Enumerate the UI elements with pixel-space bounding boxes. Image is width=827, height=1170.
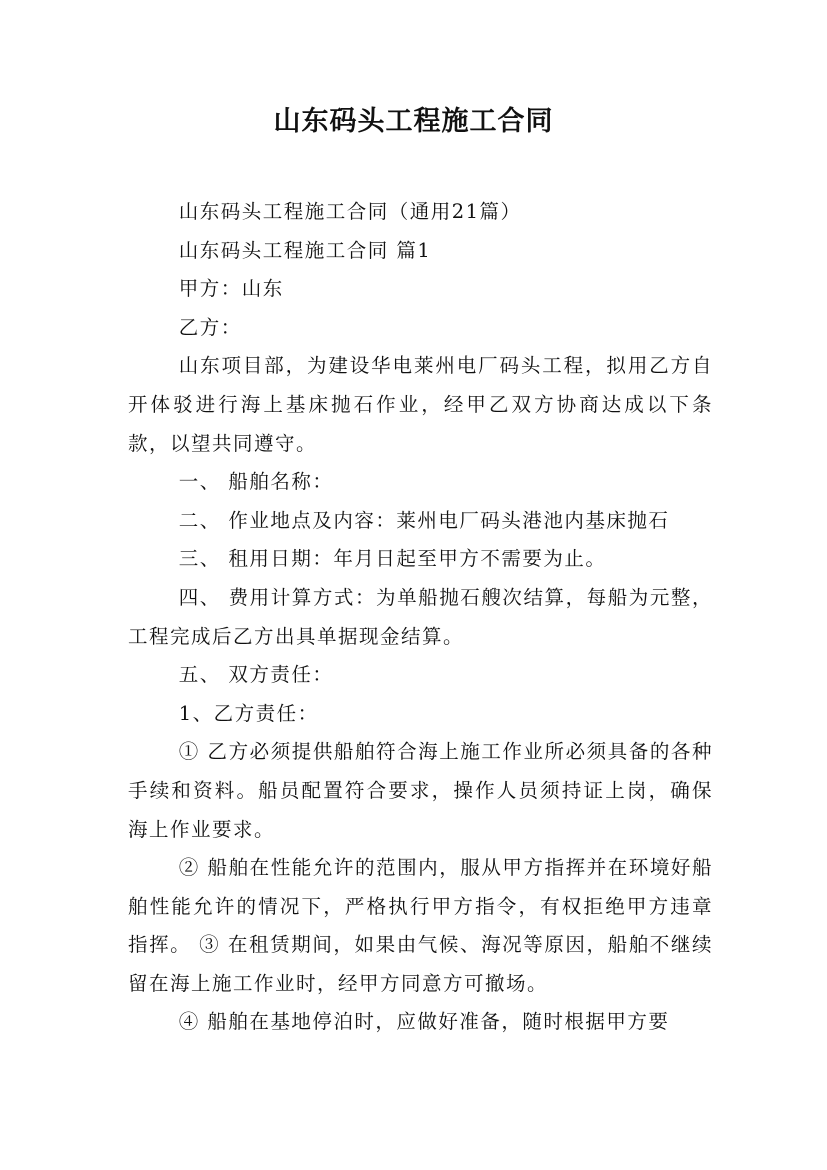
paragraph-party-b: 乙方：: [178, 315, 242, 339]
paragraph-item-4: ④ 船舶在基地停泊时，应做好准备，随时根据甲方要: [178, 1010, 670, 1034]
paragraph-intro: 山东项目部，为建设华电莱州电厂码头工程，拟用乙方自开体驳进行海上基床抛石作业，经甲乙双方协商达成以下条款，以望共同遵守。: [128, 354, 713, 455]
paragraph-clause-1: 一、 船舶名称：: [178, 470, 334, 494]
paragraph-clause-3: 三、 租用日期：年月日起至甲方不需要为止。: [178, 547, 607, 571]
document-title: 山东码头工程施工合同: [273, 106, 554, 137]
document-body: [128, 193, 713, 1042]
paragraph-item-1: ① 乙方必须提供船舶符合海上施工作业所必须具备的各种手续和资料。船员配置符合要求，操作人员须持证上岗，确保海上作业要求。: [128, 740, 713, 841]
paragraph-subtitle: 山东码头工程施工合同（通用21篇）: [178, 200, 522, 223]
paragraph-item-2-3: ② 船舶在性能允许的范围内，服从甲方指挥并在环境好船舶性能允许的情况下，严格执行甲方指令，有权拒绝甲方违章指挥。 ③ 在租赁期间，如果由气候、海况等原因，船舶不继续留在海上施工作业时，经甲方同意方可撤场。: [128, 856, 713, 995]
paragraph-sub-clause-1: 1、乙方责任：: [178, 701, 319, 725]
paragraph-clause-5: 五、 双方责任：: [178, 663, 334, 687]
paragraph-party-a: 甲方：山东: [178, 277, 284, 301]
paragraph-clause-4: 四、 费用计算方式：为单船抛石艘次结算，每船为元整，工程完成后乙方出具单据现金结算。: [128, 585, 713, 648]
paragraph-clause-2: 二、 作业地点及内容：莱州电厂码头港池内基床抛石: [178, 508, 670, 532]
paragraph-section-heading: 山东码头工程施工合同 篇1: [178, 238, 432, 262]
